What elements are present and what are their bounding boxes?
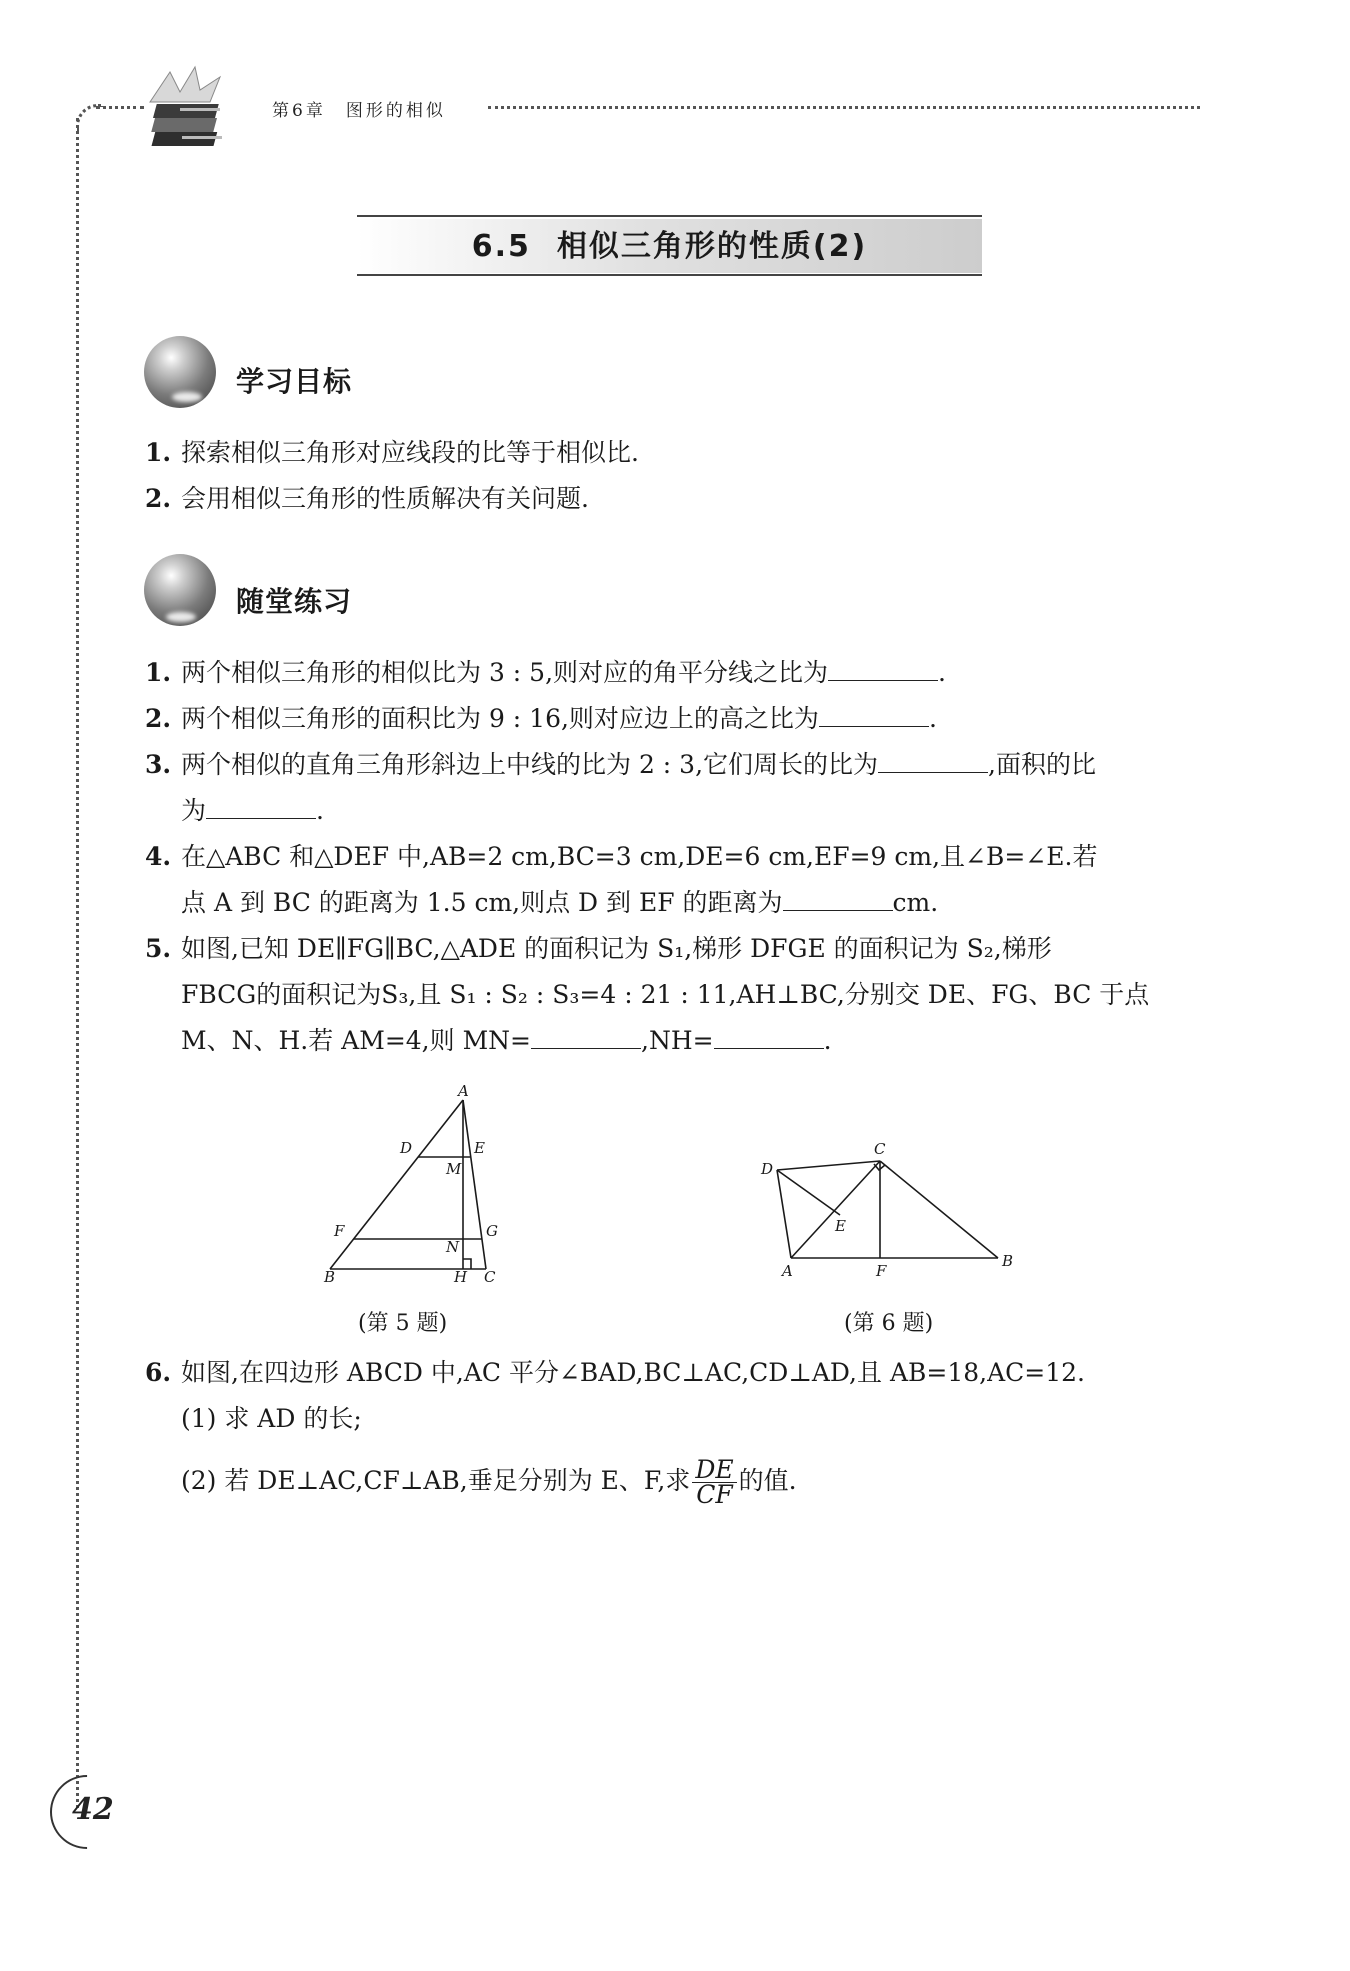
question-2 bbox=[145, 696, 1205, 742]
question-6 bbox=[145, 1350, 1205, 1396]
fraction-numerator: DE bbox=[692, 1458, 736, 1483]
practice-heading: 随堂练习 bbox=[236, 585, 353, 618]
fraction-de-over-cf bbox=[692, 1455, 736, 1509]
question-text: 如图,在四边形 ABCD 中,AC 平分∠BAD,BC⊥AC,CD⊥AD,且 AB=18,AC=12. bbox=[181, 1358, 1085, 1387]
question-text: (2) 若 DE⊥AC,CF⊥AB,垂足分别为 E、F,求 bbox=[181, 1466, 691, 1495]
objective-item bbox=[145, 476, 1205, 522]
question-text: (1) 求 AD 的长; bbox=[181, 1404, 362, 1433]
question-text: 为 bbox=[181, 796, 207, 825]
section-title bbox=[357, 220, 982, 274]
question-text: . bbox=[316, 796, 324, 825]
question-6-part-1 bbox=[145, 1396, 1205, 1442]
question-text: FBCG的面积记为S₃,且 S₁ : S₂ : S₃=4 : 21 : 11,AH⊥BC,分别交 DE、FG、BC 于点 bbox=[181, 980, 1150, 1009]
question-text: 两个相似三角形的相似比为 3 : 5,则对应的角平分线之比为 bbox=[181, 658, 829, 687]
section-number: 6.5 bbox=[471, 229, 531, 264]
label-C: C bbox=[874, 1140, 886, 1158]
label-E: E bbox=[474, 1139, 485, 1157]
question-text: ,面积的比 bbox=[988, 750, 1096, 779]
globe-icon bbox=[144, 554, 216, 626]
question-text: cm. bbox=[892, 888, 939, 917]
label-C: C bbox=[484, 1268, 496, 1282]
item-number: 2. bbox=[145, 484, 172, 513]
label-M: M bbox=[446, 1160, 462, 1178]
label-E: E bbox=[835, 1217, 846, 1235]
fraction-denominator: CF bbox=[696, 1480, 733, 1509]
label-H: H bbox=[454, 1268, 468, 1282]
label-N: N bbox=[446, 1238, 460, 1256]
objective-item bbox=[145, 430, 1205, 476]
answer-blank[interactable] bbox=[828, 660, 938, 681]
question-text: . bbox=[823, 1026, 832, 1055]
question-text: . bbox=[938, 658, 946, 687]
question-text: 在△ABC 和△DEF 中,AB=2 cm,BC=3 cm,DE=6 cm,EF=9 cm,且∠B=∠E.若 bbox=[181, 842, 1098, 871]
question-text: M、N、H.若 AM=4,则 MN= bbox=[181, 1026, 531, 1055]
label-A: A bbox=[458, 1082, 469, 1100]
question-text: 两个相似三角形的面积比为 9 : 16,则对应边上的高之比为 bbox=[181, 704, 819, 733]
title-rule-bottom bbox=[357, 274, 982, 276]
question-4-continued bbox=[145, 880, 1205, 926]
question-text: ,NH= bbox=[641, 1026, 714, 1055]
label-B: B bbox=[1002, 1252, 1014, 1270]
item-number: 1. bbox=[145, 438, 172, 467]
label-F: F bbox=[334, 1222, 345, 1240]
question-4 bbox=[145, 834, 1205, 880]
objectives-heading: 学习目标 bbox=[236, 365, 353, 398]
question-6-part-2 bbox=[145, 1455, 1205, 1509]
question-number: 6. bbox=[145, 1358, 172, 1387]
label-D: D bbox=[761, 1160, 774, 1178]
left-margin-dotted-line bbox=[76, 118, 79, 1808]
question-1 bbox=[145, 650, 1205, 696]
answer-blank[interactable] bbox=[206, 798, 316, 819]
figure-5-diagram bbox=[320, 1082, 520, 1282]
label-A: A bbox=[782, 1262, 793, 1280]
label-G: G bbox=[486, 1222, 498, 1240]
chapter-header: 第6章 图形的相似 bbox=[272, 101, 446, 121]
answer-blank[interactable] bbox=[878, 752, 988, 773]
answer-blank[interactable] bbox=[783, 890, 893, 911]
question-number: 1. bbox=[145, 658, 172, 687]
question-number: 2. bbox=[145, 704, 172, 733]
figure-5-caption: (第 5 题) bbox=[358, 1311, 448, 1336]
item-text: 会用相似三角形的性质解决有关问题. bbox=[181, 484, 589, 513]
question-number: 3. bbox=[145, 750, 172, 779]
header-dotted-line bbox=[488, 106, 1200, 109]
title-rule-top bbox=[357, 215, 982, 217]
question-text: 两个相似的直角三角形斜边上中线的比为 2 : 3,它们周长的比为 bbox=[181, 750, 879, 779]
label-B: B bbox=[324, 1268, 336, 1282]
sphere-icon bbox=[144, 336, 216, 408]
page-number: 42 bbox=[72, 1792, 114, 1827]
answer-blank[interactable] bbox=[819, 706, 929, 727]
question-3-continued bbox=[145, 788, 1205, 834]
header-dotted-line-left bbox=[96, 106, 144, 109]
figure-6-diagram bbox=[752, 1130, 1032, 1280]
answer-blank[interactable] bbox=[714, 1028, 824, 1049]
question-number: 5. bbox=[145, 934, 172, 963]
question-text: 如图,已知 DE∥FG∥BC,△ADE 的面积记为 S₁,梯形 DFGE 的面积记为 S₂,梯形 bbox=[181, 934, 1052, 963]
question-5-line2 bbox=[145, 972, 1205, 1018]
question-number: 4. bbox=[145, 842, 172, 871]
question-text: . bbox=[928, 704, 937, 733]
label-F: F bbox=[876, 1262, 887, 1280]
question-text: 点 A 到 BC 的距离为 1.5 cm,则点 D 到 EF 的距离为 bbox=[181, 888, 783, 917]
question-5-line3 bbox=[145, 1018, 1205, 1064]
section-title-text: 相似三角形的性质(2) bbox=[556, 229, 868, 264]
question-5 bbox=[145, 926, 1205, 972]
figure-6-caption: (第 6 题) bbox=[844, 1311, 934, 1336]
label-D: D bbox=[400, 1139, 413, 1157]
answer-blank[interactable] bbox=[531, 1028, 641, 1049]
books-logo-icon bbox=[140, 62, 240, 152]
item-text: 探索相似三角形对应线段的比等于相似比. bbox=[181, 438, 639, 467]
question-text: 的值. bbox=[738, 1466, 797, 1495]
question-3 bbox=[145, 742, 1205, 788]
